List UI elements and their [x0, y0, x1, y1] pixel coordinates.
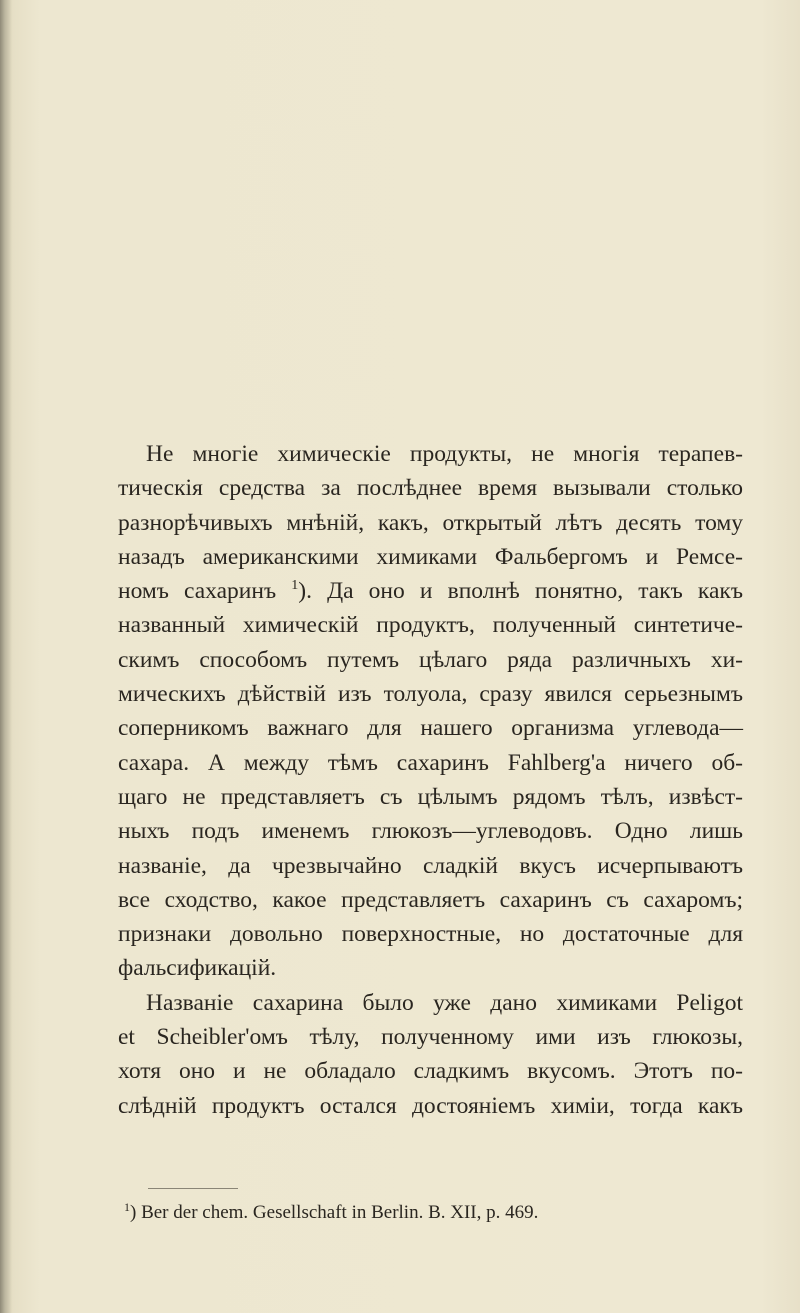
text-line: сахара. А между тѣмъ сахаринъ Fahlberg'a ничего об- [118, 749, 743, 776]
paragraph-2 [118, 986, 743, 1123]
text-line: мическихъ дѣйствій изъ толуола, сразу явился серьезнымъ [118, 681, 743, 708]
text-line: ныхъ подъ именемъ глюкозъ—углеводовъ. Одно лишь [118, 818, 743, 845]
text-line: Не многіе химическіе продукты, не многія терапев- [146, 441, 743, 467]
text-line: слѣдній продуктъ остался достояніемъ химіи, тогда какъ [118, 1092, 743, 1119]
footnote-marker: 1 [124, 1200, 130, 1214]
footnote [124, 1198, 744, 1228]
text-line: тическія средства за послѣднее время вызывали столько [118, 475, 743, 502]
text-line: назадъ американскими химиками Фальбергомъ и Ремсе- [118, 543, 743, 570]
text-line: фальсификацій. [118, 955, 277, 982]
footnote-separator [148, 1188, 238, 1189]
text-line: все сходство, какое представляетъ сахаринъ съ сахаромъ; [118, 886, 743, 913]
footnote-text: ) Ber der chem. Gesellschaft in Berlin. B. XII, p. 469. [130, 1202, 539, 1223]
text-segment: номъ сахаринъ [118, 578, 277, 605]
binding-shadow [0, 0, 12, 1313]
text-line: названіе, да чрезвычайно сладкій вкусъ исчерпываютъ [118, 852, 743, 879]
paragraph-1 [118, 437, 743, 986]
text-line: хотя оно и не обладало сладкимъ вкусомъ. Этотъ по- [118, 1058, 743, 1085]
text-line: скимъ способомъ путемъ цѣлаго ряда различныхъ хи- [118, 646, 743, 673]
text-line: названный химическій продуктъ, полученный синтетиче- [118, 612, 743, 639]
text-line-with-footnote-ref [118, 574, 743, 608]
text-line: Названіе сахарина было уже дано химиками Peligot [146, 989, 743, 1016]
text-line: et Scheibler'омъ тѣлу, полученному ими изъ глюкозы, [118, 1024, 743, 1051]
text-line: щаго не представляетъ съ цѣлымъ рядомъ тѣлъ, извѣст- [118, 783, 743, 810]
text-segment: ). Да оно и вполнѣ понятно, такъ какъ [298, 578, 743, 605]
body-text [118, 437, 743, 1123]
text-line: разнорѣчивыхъ мнѣній, какъ, открытый лѣтъ десять тому [118, 509, 743, 536]
text-line: соперникомъ важнаго для нашего организма углевода— [118, 715, 743, 742]
text-line: признаки довольно поверхностные, но достаточные для [118, 921, 743, 948]
footnote-reference: 1 [291, 578, 299, 594]
